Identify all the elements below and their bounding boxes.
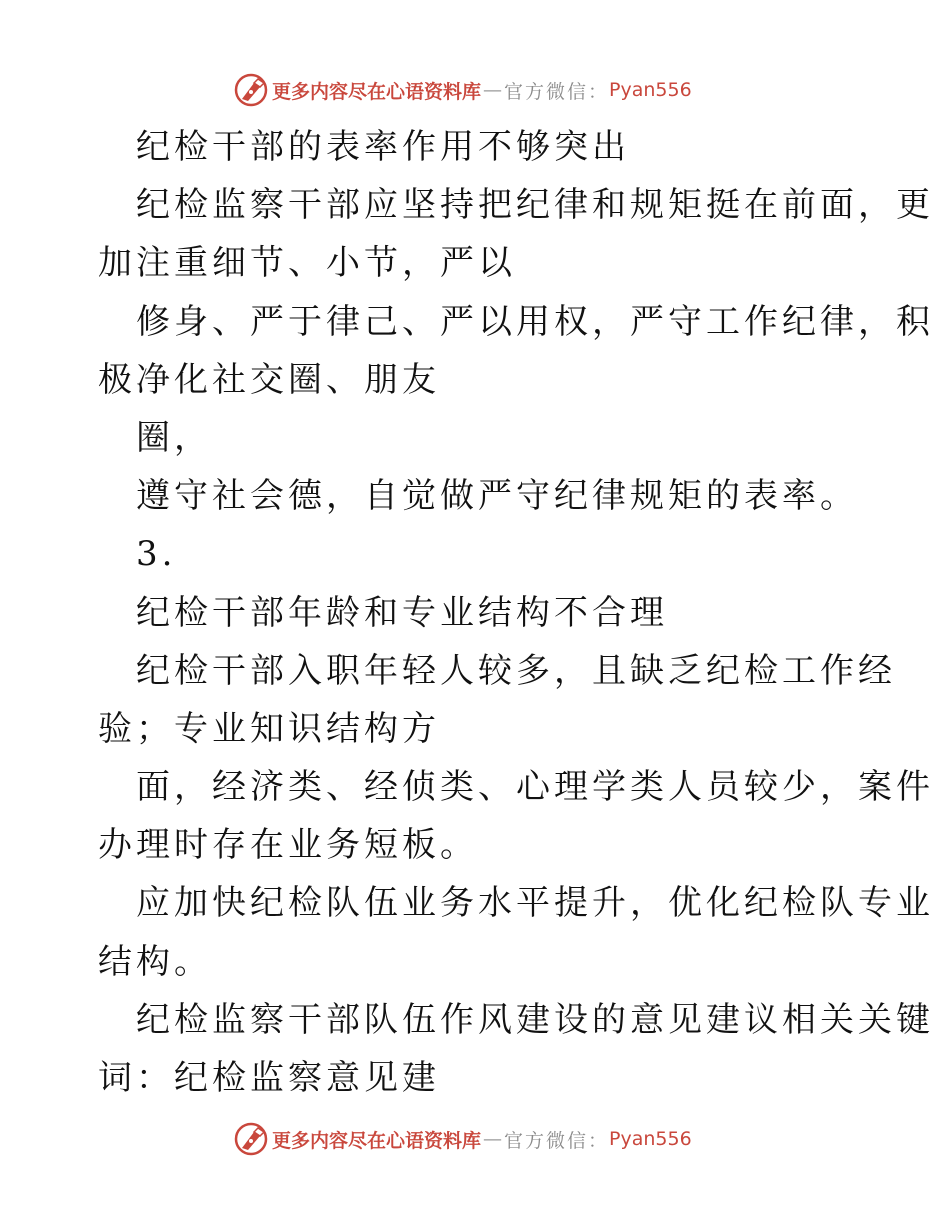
footer-wechat-id: Pyan556 bbox=[609, 1128, 692, 1150]
document-body bbox=[98, 118, 934, 1107]
pen-nib-logo-icon bbox=[234, 1122, 268, 1156]
footer-wechat-label: 官方微信： bbox=[504, 1129, 610, 1152]
footer-banner-dash: — bbox=[483, 1128, 503, 1150]
body-line: 结构。 bbox=[98, 941, 212, 982]
body-line: 纪检监察干部应坚持把纪律和规矩挺在前面，更 bbox=[136, 185, 934, 226]
body-line: 纪检监察干部队伍作风建设的意见建议相关关键 bbox=[136, 999, 934, 1040]
section-number: 3. bbox=[136, 534, 177, 575]
body-line: 面，经济类、经侦类、心理学类人员较少，案件 bbox=[136, 767, 934, 808]
section-heading: 纪检干部年龄和专业结构不合理 bbox=[136, 592, 668, 633]
header-wechat-id: Pyan556 bbox=[609, 79, 692, 101]
header-wechat-label: 官方微信： bbox=[504, 80, 610, 103]
body-line: 极净化社交圈、朋友 bbox=[98, 359, 440, 400]
body-line: 纪检干部的表率作用不够突出 bbox=[136, 127, 630, 167]
body-line: 圈， bbox=[136, 417, 212, 458]
body-line: 应加快纪检队伍业务水平提升，优化纪检队专业 bbox=[136, 883, 934, 924]
header-banner-dash: — bbox=[483, 79, 503, 101]
pen-nib-logo-icon bbox=[234, 73, 268, 107]
header-banner bbox=[234, 73, 692, 107]
body-line: 加注重细节、小节，严以 bbox=[98, 243, 516, 284]
body-line: 办理时存在业务短板。 bbox=[98, 825, 478, 866]
body-line: 遵守社会德，自觉做严守纪律规矩的表率。 bbox=[136, 476, 858, 517]
body-line: 验；专业知识结构方 bbox=[98, 708, 440, 749]
footer-banner bbox=[234, 1122, 692, 1156]
body-line: 纪检干部入职年轻人较多，且缺乏纪检工作经 bbox=[136, 650, 896, 691]
body-line: 修身、严于律己、严以用权，严守工作纪律，积 bbox=[136, 301, 934, 342]
footer-banner-text: 更多内容尽在心语资料库 bbox=[272, 1129, 482, 1152]
body-line: 词：纪检监察意见建 bbox=[98, 1058, 440, 1098]
header-banner-text: 更多内容尽在心语资料库 bbox=[272, 80, 482, 103]
